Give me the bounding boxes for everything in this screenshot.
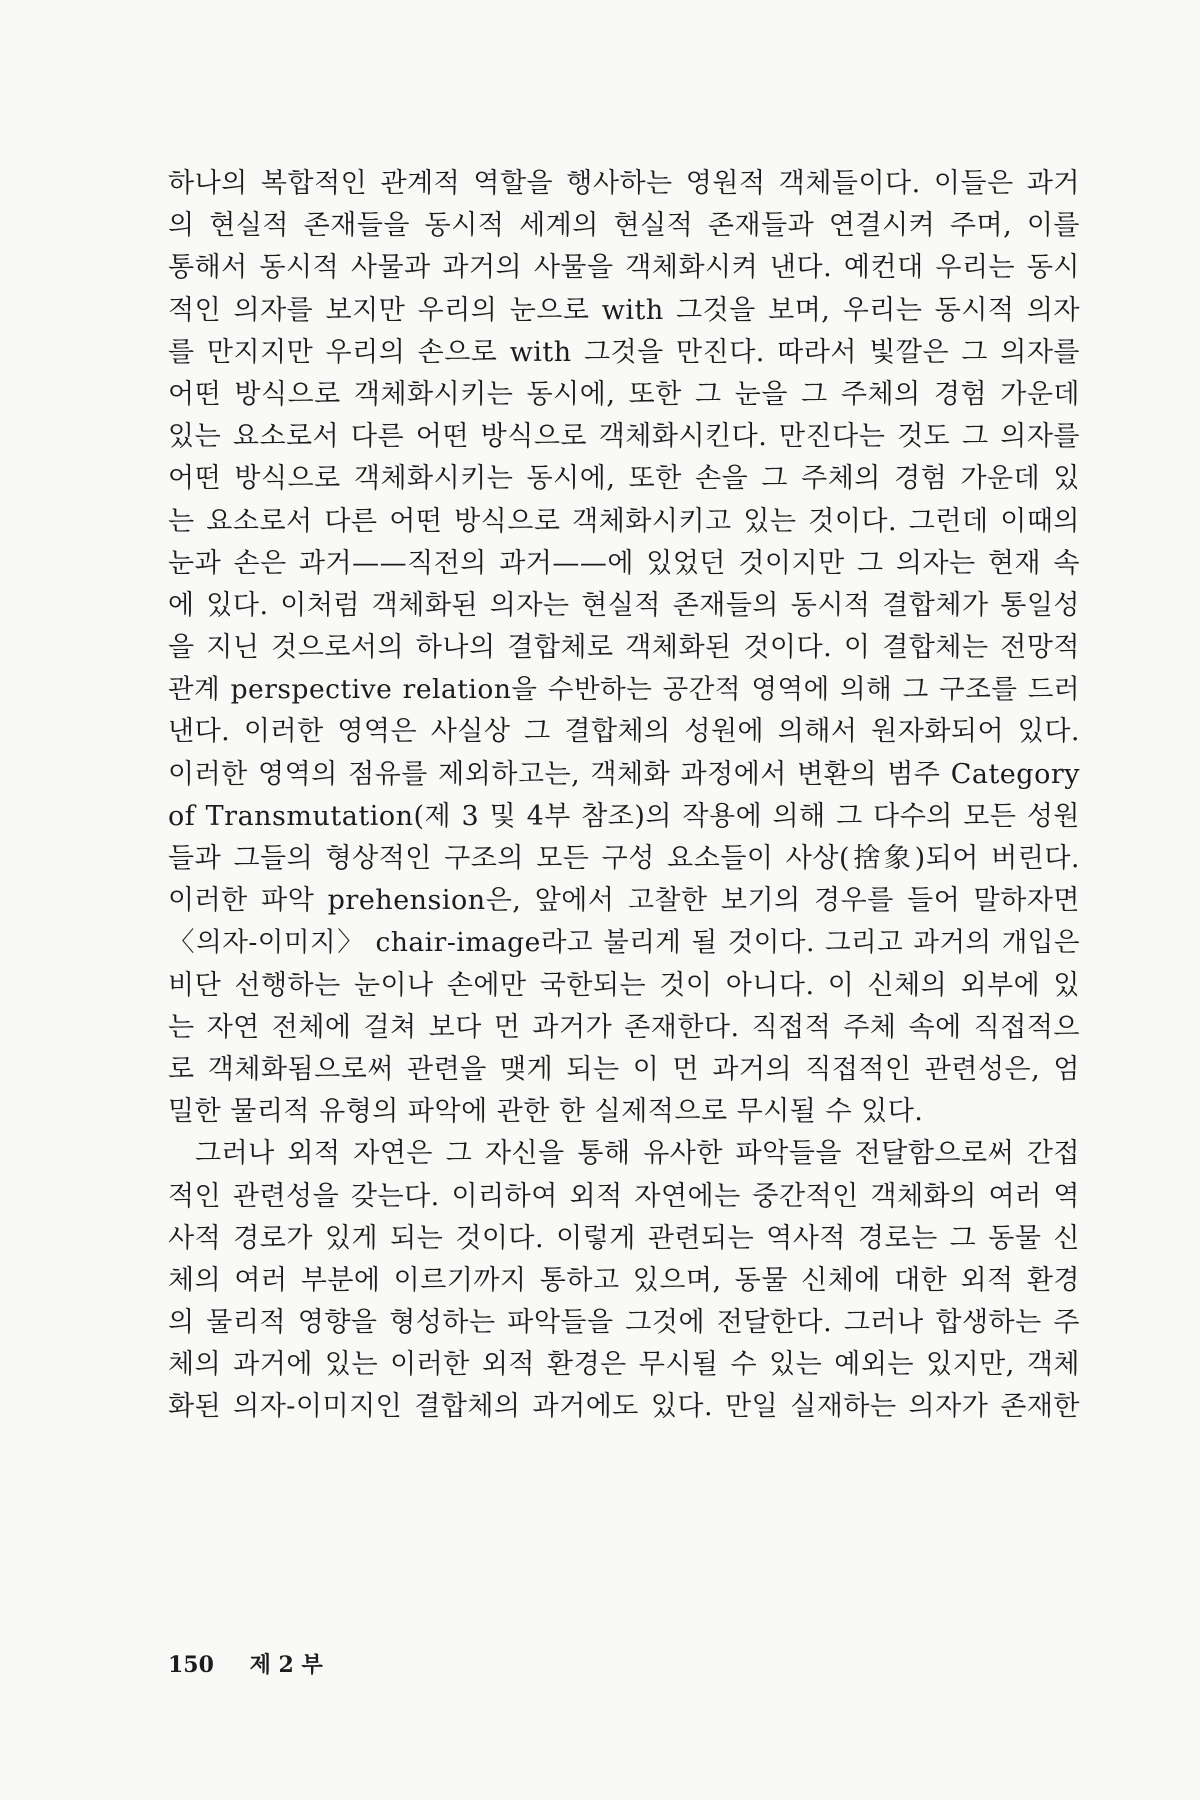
- text-line: 〈의자-이미지〉 chair-image라고 불리게 될 것이다. 그리고 과거의 개입은: [168, 927, 1080, 959]
- text-line: 비단 선행하는 눈이나 손에만 국한되는 것이 아니다. 이 신체의 외부에 있: [168, 969, 1080, 1001]
- text-line: 눈과 손은 과거——직전의 과거——에 있었던 것이지만 그 의자는 현재 속: [168, 547, 1080, 579]
- text-line: 밀한 물리적 유형의 파악에 관한 한 실제적으로 무시될 수 있다.: [168, 1096, 924, 1128]
- text-line: 체의 과거에 있는 이러한 외적 환경은 무시될 수 있는 예외는 있지만, 객체: [168, 1349, 1080, 1381]
- text-line: 들과 그들의 형상적인 구조의 모든 구성 요소들이 사상(捨象)되어 버린다.: [168, 843, 1080, 874]
- text-line: 낸다. 이러한 영역은 사실상 그 결합체의 성원에 의해서 원자화되어 있다.: [168, 716, 1080, 748]
- text-line: 로 객체화됨으로써 관련을 맺게 되는 이 먼 과거의 직접적인 관련성은, 엄: [168, 1053, 1080, 1085]
- text-line: 의 현실적 존재들을 동시적 세계의 현실적 존재들과 연결시켜 주며, 이를: [168, 210, 1080, 242]
- text-line: 는 요소로서 다른 어떤 방식으로 객체화시키고 있는 것이다. 그런데 이때의: [168, 505, 1080, 537]
- text-line: 하나의 복합적인 관계적 역할을 행사하는 영원적 객체들이다. 이들은 과거: [168, 168, 1080, 199]
- text-line: 관계 perspective relation을 수반하는 공간적 영역에 의해 그 구조를 드러: [168, 674, 1080, 706]
- text-line: 는 자연 전체에 걸쳐 보다 먼 과거가 존재한다. 직접적 주체 속에 직접적으: [168, 1011, 1080, 1043]
- page-number: 150: [168, 1652, 214, 1678]
- text-line: 의 물리적 영향을 형성하는 파악들을 그것에 전달한다. 그러나 합생하는 주: [168, 1307, 1080, 1339]
- text-line: of Transmutation(제 3 및 4부 참조)의 작용에 의해 그 다수의 모든 성원: [168, 800, 1080, 832]
- text-line: 이러한 파악 prehension은, 앞에서 고찰한 보기의 경우를 들어 말하자면: [168, 885, 1080, 917]
- text-line: 에 있다. 이처럼 객체화된 의자는 현실적 존재들의 동시적 결합체가 통일성: [168, 589, 1080, 621]
- text-line: 사적 경로가 있게 되는 것이다. 이렇게 관련되는 역사적 경로는 그 동물 신: [168, 1222, 1080, 1254]
- paragraph-2: [168, 1133, 1080, 1428]
- body-text: [168, 163, 1080, 1429]
- text-line: 체의 여러 부분에 이르기까지 통하고 있으며, 동물 신체에 대한 외적 환경: [168, 1264, 1080, 1296]
- text-line: 화된 의자-이미지인 결합체의 과거에도 있다. 만일 실재하는 의자가 존재한: [168, 1391, 1080, 1423]
- text-line: 적인 관련성을 갖는다. 이리하여 외적 자연에는 중간적인 객체화의 여러 역: [168, 1180, 1080, 1212]
- text-line: 그러나 외적 자연은 그 자신을 통해 유사한 파악들을 전달함으로써 간접: [195, 1138, 1080, 1170]
- page-footer: [168, 1648, 323, 1679]
- text-line: 어떤 방식으로 객체화시키는 동시에, 또한 그 눈을 그 주체의 경험 가운데: [168, 378, 1080, 410]
- text-line: 적인 의자를 보지만 우리의 눈으로 with 그것을 보며, 우리는 동시적 의자: [168, 294, 1080, 326]
- text-line: 어떤 방식으로 객체화시키는 동시에, 또한 손을 그 주체의 경험 가운데 있: [168, 463, 1080, 495]
- section-label: 제 2 부: [249, 1652, 323, 1678]
- text-line: 을 지닌 것으로서의 하나의 결합체로 객체화된 것이다. 이 결합체는 전망적: [168, 632, 1080, 664]
- paragraph-1: [168, 163, 1080, 1133]
- text-line: 통해서 동시적 사물과 과거의 사물을 객체화시켜 낸다. 예컨대 우리는 동시: [168, 252, 1080, 284]
- text-line: 를 만지지만 우리의 손으로 with 그것을 만진다. 따라서 빛깔은 그 의자를: [168, 336, 1080, 368]
- text-line: 있는 요소로서 다른 어떤 방식으로 객체화시킨다. 만진다는 것도 그 의자를: [168, 421, 1080, 453]
- text-line: 이러한 영역의 점유를 제외하고는, 객체화 과정에서 변환의 범주 Category: [168, 758, 1080, 790]
